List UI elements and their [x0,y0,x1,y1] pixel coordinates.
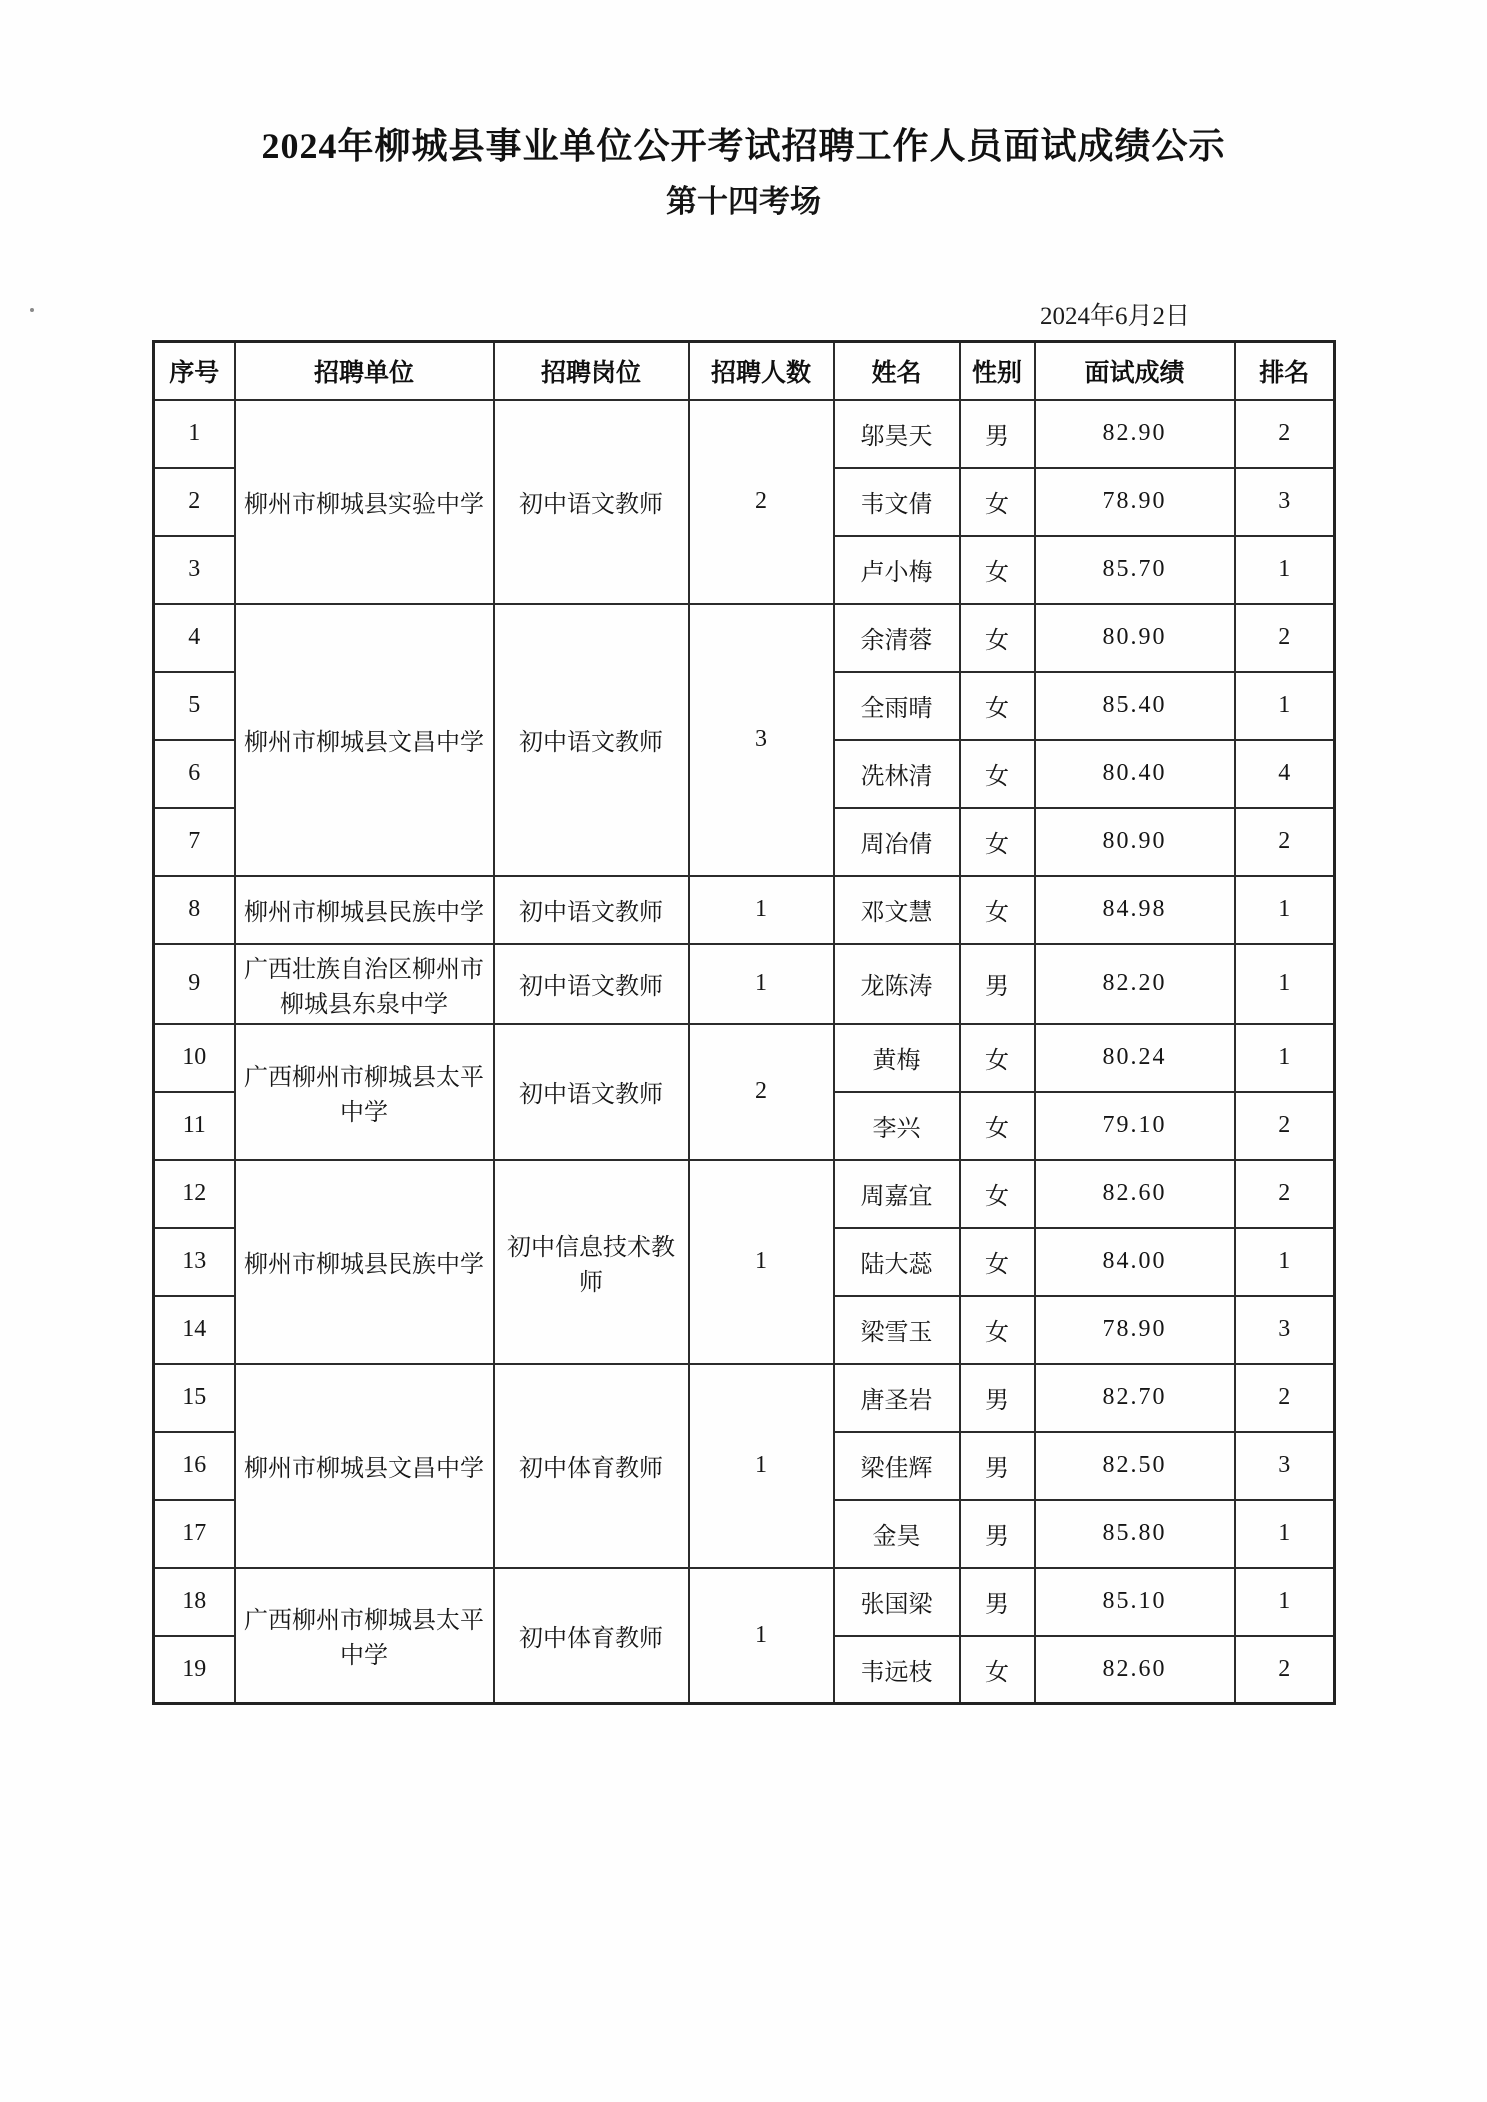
cell-post: 初中体育教师 [494,1568,689,1704]
cell-unit: 广西柳州市柳城县太平中学 [235,1024,494,1160]
cell-name: 周嘉宜 [834,1160,960,1228]
cell-count: 1 [689,1568,834,1704]
cell-rank: 2 [1235,808,1335,876]
cell-post: 初中语文教师 [494,944,689,1024]
cell-unit: 柳州市柳城县实验中学 [235,400,494,604]
cell-index: 9 [154,944,235,1024]
cell-unit: 柳州市柳城县民族中学 [235,1160,494,1364]
cell-post: 初中语文教师 [494,604,689,876]
cell-gender: 女 [960,604,1035,672]
cell-rank: 3 [1235,468,1335,536]
table-row [154,1364,1335,1432]
cell-gender: 男 [960,1500,1035,1568]
cell-name: 张国梁 [834,1568,960,1636]
table-row [154,400,1335,468]
cell-rank: 1 [1235,672,1335,740]
cell-name: 李兴 [834,1092,960,1160]
cell-rank: 1 [1235,876,1335,944]
scan-artifact-dot [30,308,34,312]
cell-post: 初中语文教师 [494,400,689,604]
cell-post: 初中语文教师 [494,876,689,944]
cell-name: 龙陈涛 [834,944,960,1024]
cell-rank: 1 [1235,1500,1335,1568]
cell-name: 梁雪玉 [834,1296,960,1364]
cell-name: 邬昊天 [834,400,960,468]
cell-name: 韦远枝 [834,1636,960,1704]
header-count: 招聘人数 [689,342,834,400]
cell-index: 11 [154,1092,235,1160]
cell-name: 全雨晴 [834,672,960,740]
cell-count: 2 [689,1024,834,1160]
cell-score: 80.90 [1035,604,1235,672]
cell-score: 82.70 [1035,1364,1235,1432]
exam-room-subtitle: 第十四考场 [666,184,821,219]
cell-rank: 1 [1235,1228,1335,1296]
cell-index: 19 [154,1636,235,1704]
cell-gender: 女 [960,1296,1035,1364]
cell-score: 80.40 [1035,740,1235,808]
cell-name: 陆大蕊 [834,1228,960,1296]
cell-index: 12 [154,1160,235,1228]
cell-index: 10 [154,1024,235,1092]
cell-name: 卢小梅 [834,536,960,604]
cell-count: 2 [689,400,834,604]
cell-score: 82.20 [1035,944,1235,1024]
header-post: 招聘岗位 [494,342,689,400]
cell-index: 1 [154,400,235,468]
cell-count: 1 [689,1160,834,1364]
table-row [154,1160,1335,1228]
cell-name: 梁佳辉 [834,1432,960,1500]
cell-gender: 男 [960,1568,1035,1636]
cell-gender: 女 [960,1228,1035,1296]
cell-index: 15 [154,1364,235,1432]
cell-unit: 广西柳州市柳城县太平中学 [235,1568,494,1704]
table-header-row [154,342,1335,400]
document-date: 2024年6月2日 [1040,303,1191,330]
cell-count: 1 [689,944,834,1024]
cell-unit: 广西壮族自治区柳州市柳城县东泉中学 [235,944,494,1024]
cell-score: 82.60 [1035,1160,1235,1228]
cell-post: 初中信息技术教师 [494,1160,689,1364]
cell-count: 1 [689,1364,834,1568]
cell-index: 7 [154,808,235,876]
header-index: 序号 [154,342,235,400]
cell-rank: 2 [1235,1160,1335,1228]
cell-gender: 女 [960,1160,1035,1228]
cell-rank: 2 [1235,1636,1335,1704]
cell-post: 初中语文教师 [494,1024,689,1160]
cell-gender: 女 [960,740,1035,808]
cell-unit: 柳州市柳城县文昌中学 [235,1364,494,1568]
cell-gender: 女 [960,808,1035,876]
cell-name: 韦文倩 [834,468,960,536]
cell-gender: 女 [960,876,1035,944]
cell-gender: 女 [960,536,1035,604]
cell-index: 16 [154,1432,235,1500]
interview-score-table [152,340,1336,1705]
cell-post: 初中体育教师 [494,1364,689,1568]
cell-score: 82.60 [1035,1636,1235,1704]
cell-rank: 2 [1235,604,1335,672]
header-unit: 招聘单位 [235,342,494,400]
cell-name: 邓文慧 [834,876,960,944]
header-gender: 性别 [960,342,1035,400]
cell-score: 82.90 [1035,400,1235,468]
cell-index: 17 [154,1500,235,1568]
cell-score: 78.90 [1035,1296,1235,1364]
header-name: 姓名 [834,342,960,400]
cell-index: 13 [154,1228,235,1296]
cell-rank: 3 [1235,1432,1335,1500]
cell-gender: 男 [960,400,1035,468]
cell-rank: 4 [1235,740,1335,808]
cell-score: 85.40 [1035,672,1235,740]
cell-index: 18 [154,1568,235,1636]
cell-score: 85.70 [1035,536,1235,604]
cell-rank: 1 [1235,1024,1335,1092]
score-table-body [154,400,1335,1704]
cell-rank: 2 [1235,1092,1335,1160]
table-row [154,1568,1335,1636]
cell-name: 金昊 [834,1500,960,1568]
cell-score: 80.90 [1035,808,1235,876]
cell-index: 5 [154,672,235,740]
cell-gender: 女 [960,672,1035,740]
cell-unit: 柳州市柳城县文昌中学 [235,604,494,876]
cell-index: 8 [154,876,235,944]
cell-name: 余清蓉 [834,604,960,672]
cell-name: 冼林清 [834,740,960,808]
cell-rank: 1 [1235,536,1335,604]
cell-index: 14 [154,1296,235,1364]
cell-gender: 男 [960,1364,1035,1432]
cell-gender: 女 [960,468,1035,536]
cell-score: 85.80 [1035,1500,1235,1568]
cell-rank: 1 [1235,1568,1335,1636]
table-row [154,1024,1335,1092]
cell-index: 4 [154,604,235,672]
cell-score: 85.10 [1035,1568,1235,1636]
cell-index: 6 [154,740,235,808]
cell-count: 1 [689,876,834,944]
cell-gender: 女 [960,1024,1035,1092]
cell-gender: 男 [960,944,1035,1024]
cell-score: 78.90 [1035,468,1235,536]
cell-gender: 男 [960,1432,1035,1500]
cell-name: 周冶倩 [834,808,960,876]
cell-score: 84.98 [1035,876,1235,944]
table-row [154,944,1335,1024]
cell-index: 2 [154,468,235,536]
cell-index: 3 [154,536,235,604]
cell-count: 3 [689,604,834,876]
table-row [154,604,1335,672]
cell-rank: 2 [1235,1364,1335,1432]
cell-score: 84.00 [1035,1228,1235,1296]
table-row [154,876,1335,944]
header-rank: 排名 [1235,342,1335,400]
header-score: 面试成绩 [1035,342,1235,400]
cell-rank: 2 [1235,400,1335,468]
cell-score: 79.10 [1035,1092,1235,1160]
cell-gender: 女 [960,1636,1035,1704]
cell-score: 82.50 [1035,1432,1235,1500]
cell-unit: 柳州市柳城县民族中学 [235,876,494,944]
cell-name: 黄梅 [834,1024,960,1092]
cell-name: 唐圣岩 [834,1364,960,1432]
cell-gender: 女 [960,1092,1035,1160]
cell-score: 80.24 [1035,1024,1235,1092]
page-title: 2024年柳城县事业单位公开考试招聘工作人员面试成绩公示 [261,126,1226,166]
cell-rank: 1 [1235,944,1335,1024]
cell-rank: 3 [1235,1296,1335,1364]
